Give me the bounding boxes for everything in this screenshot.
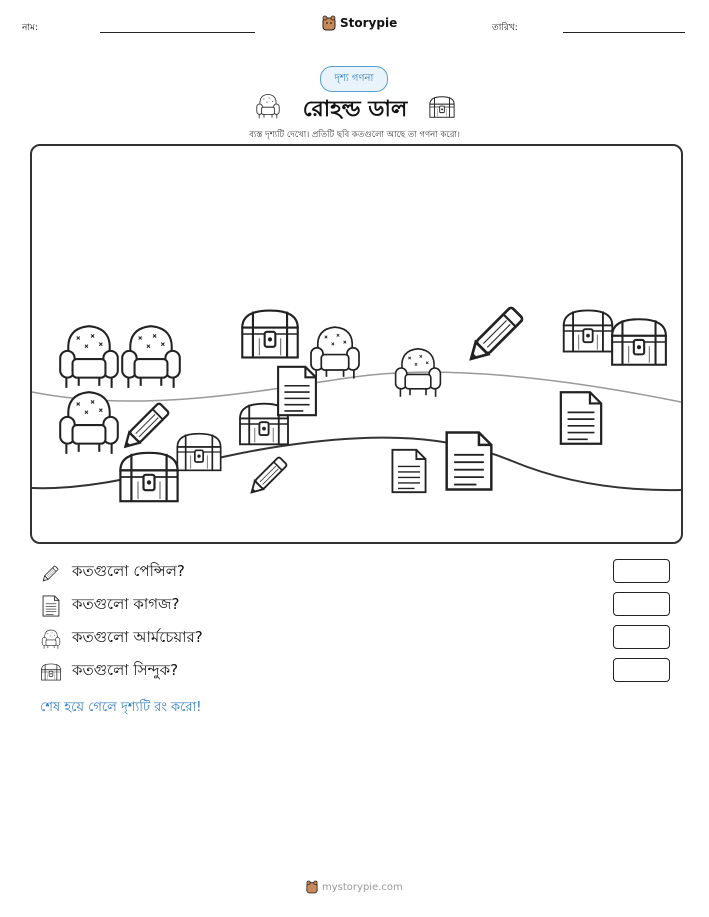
activity-badge: দৃশ্য গণনা <box>320 66 388 92</box>
pencil-icon <box>40 562 62 584</box>
date-field-line[interactable] <box>563 32 685 33</box>
chest-icon <box>428 94 456 120</box>
paper-2 <box>561 392 601 444</box>
question-row-pencil <box>40 560 185 585</box>
armchair-icon <box>40 628 62 650</box>
question-row-armchair <box>40 626 203 651</box>
logo-text: Storypie <box>340 16 398 30</box>
question-row-chest <box>40 659 178 684</box>
paper-3 <box>392 450 425 492</box>
pencil-3 <box>247 457 287 497</box>
armchair-2 <box>122 326 180 388</box>
chest-3 <box>177 434 220 471</box>
pencil-2 <box>120 403 169 452</box>
pencil-1 <box>465 307 523 365</box>
question-text: কতগুলো আর্মচেয়ার? <box>72 628 203 646</box>
chest-1 <box>242 311 297 358</box>
storypie-logo <box>322 15 397 31</box>
scene-frame <box>30 144 683 544</box>
armchair-3 <box>60 392 118 454</box>
paper-1 <box>278 367 316 415</box>
armchair-icon <box>254 92 282 120</box>
answer-box-paper[interactable] <box>613 592 670 616</box>
chest-5 <box>564 310 613 351</box>
paper-4 <box>447 432 492 489</box>
answer-box-pencil[interactable] <box>613 559 670 583</box>
chest-icon <box>40 661 62 683</box>
bear-icon <box>306 880 318 894</box>
name-label: নাম: <box>22 23 39 33</box>
finish-instruction: শেষ হয়ে গেলে দৃশ্যটি রং করো! <box>40 700 202 715</box>
bear-icon <box>322 15 336 31</box>
instructions: ব্যস্ত দৃশ্যটি দেখো। প্রতিটি ছবি কতগুলো আছে তা গণনা করো। <box>249 130 460 140</box>
date-label: তারিখ: <box>492 23 518 33</box>
chest-6 <box>612 319 666 364</box>
footer-link[interactable]: mystorypie.com <box>322 881 403 893</box>
footer <box>306 880 403 894</box>
armchair-4 <box>311 327 359 378</box>
question-text: কতগুলো সিন্দুক? <box>72 661 179 679</box>
page-title: রোহল্ড ডাল <box>302 97 408 122</box>
question-row-paper <box>40 593 179 618</box>
question-text: কতগুলো কাগজ? <box>72 595 180 613</box>
name-field-line[interactable] <box>100 32 255 33</box>
chest-4 <box>120 453 177 501</box>
answer-box-armchair[interactable] <box>613 625 670 649</box>
scene-drawing <box>32 146 681 542</box>
question-text: কতগুলো পেন্সিল? <box>72 562 185 580</box>
armchair-1 <box>60 326 118 388</box>
answer-box-chest[interactable] <box>613 658 670 682</box>
paper-icon <box>40 595 62 617</box>
